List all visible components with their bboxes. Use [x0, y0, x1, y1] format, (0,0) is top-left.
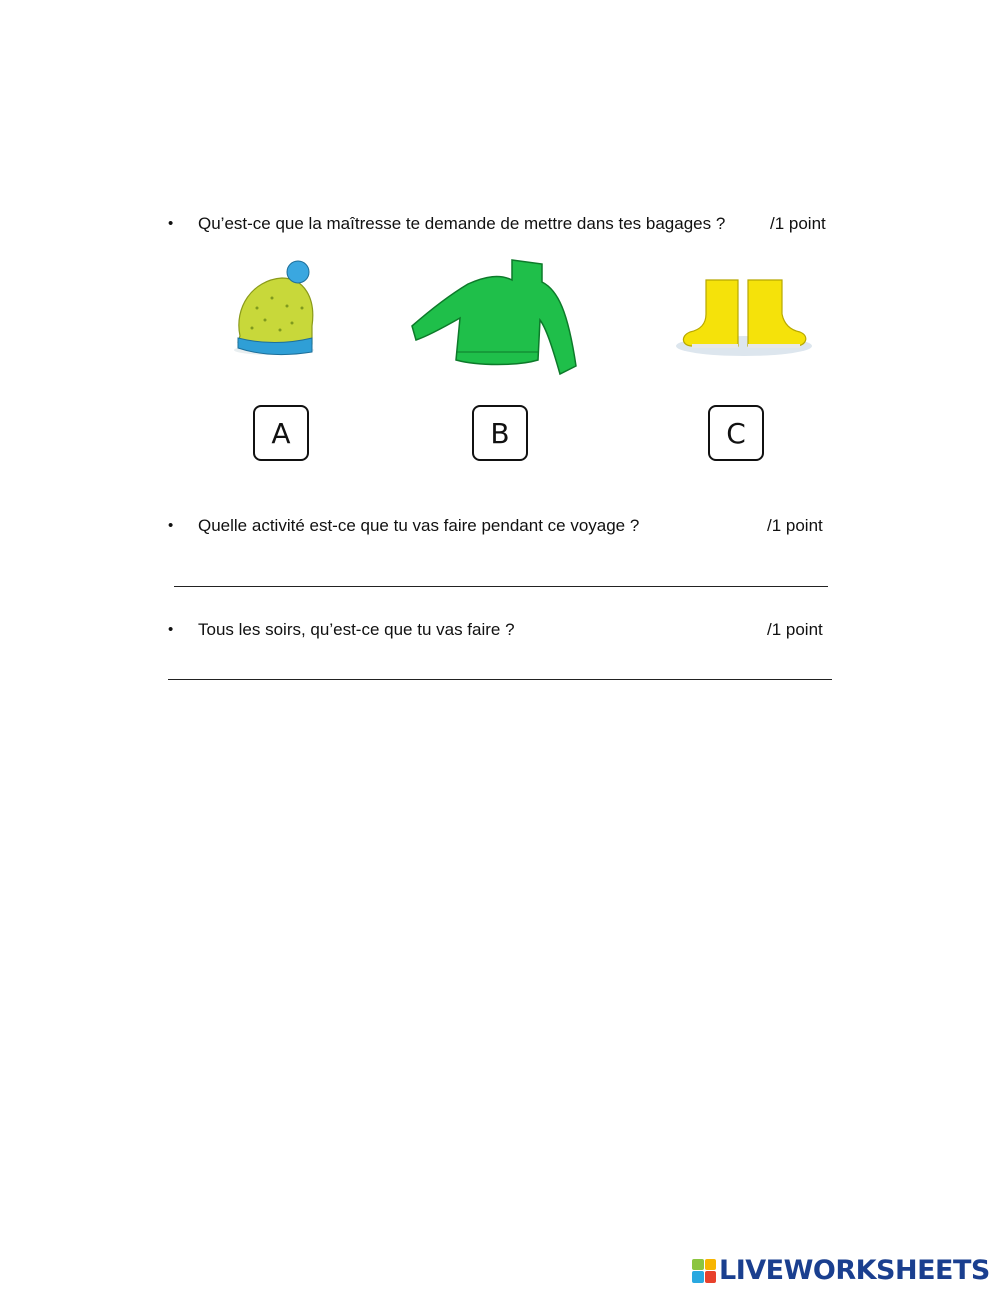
bullet: • — [168, 215, 174, 232]
question-2-points: /1 point — [767, 516, 823, 535]
question-3-points: /1 point — [767, 620, 823, 639]
answer-line-3[interactable] — [168, 679, 832, 680]
wool-hat-icon — [232, 258, 322, 358]
question-1-text: Qu’est-ce que la maîtresse te demande de mettre dans tes bagages ? — [198, 214, 726, 233]
liveworksheets-logo — [692, 1255, 990, 1286]
option-b-button[interactable]: B — [472, 405, 528, 461]
option-c-button[interactable]: C — [708, 405, 764, 461]
bullet: • — [168, 621, 174, 638]
question-1-points: /1 point — [770, 214, 826, 233]
option-a-button[interactable]: A — [253, 405, 309, 461]
brand-mark-icon — [692, 1259, 716, 1283]
answer-line-2[interactable] — [174, 586, 828, 587]
brand-text: LIVEWORKSHEETS — [719, 1255, 990, 1286]
question-3-text: Tous les soirs, qu’est-ce que tu vas faire ? — [198, 620, 515, 639]
question-2-text: Quelle activité est-ce que tu vas faire pendant ce voyage ? — [198, 516, 640, 535]
green-sweater-icon — [408, 256, 586, 380]
bullet: • — [168, 517, 174, 534]
yellow-boots-icon — [672, 274, 816, 360]
